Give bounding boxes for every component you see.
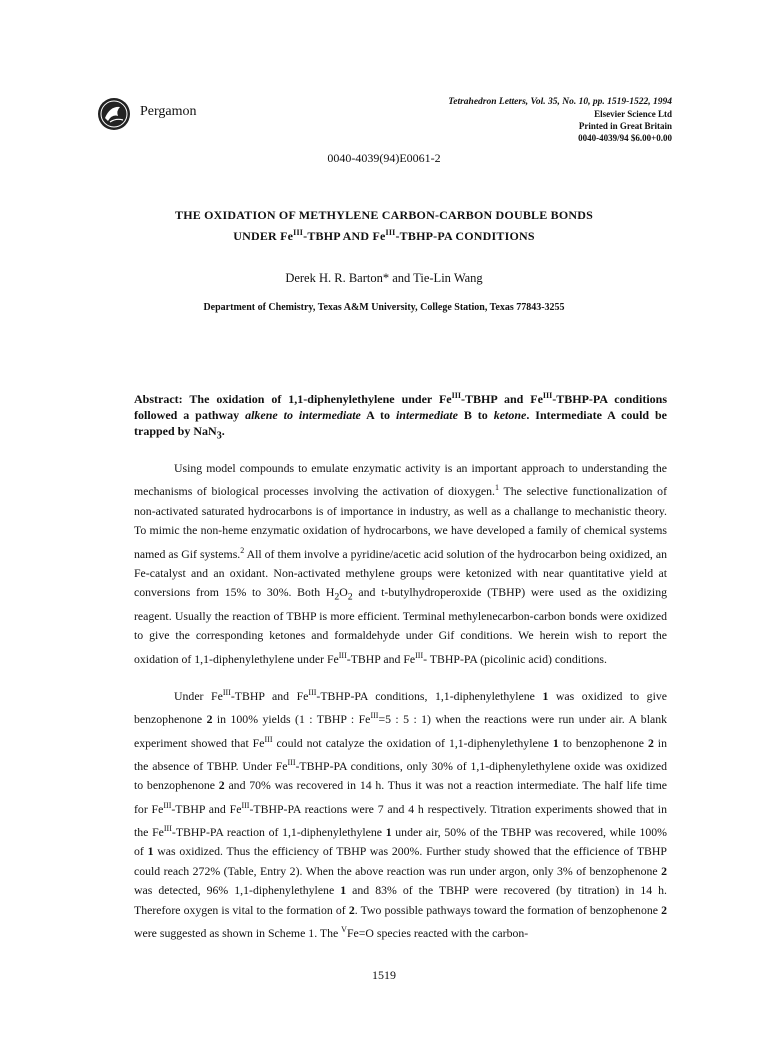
title-line-2: UNDER $Fe^{III}$-TBHP AND $Fe^{III}-TBHP-PA$ CONDITIONS — [233, 228, 535, 243]
journal-line: Elsevier Science Ltd — [594, 109, 672, 119]
journal-line: Printed in Great Britain — [578, 121, 672, 131]
body-paragraph-1: Using model compounds to emulate enzymatic activity is an important approach to understanding the mechanisms of biological processes involving the activation of dioxygen.$^1$ The selective functionalization of non-activated saturated hydrocarbons is of importance in industry, as well as a challange to mechanistic theory. To mimic the non-heme enzymatic oxidation of hydrocarbons, we have developed a family of chemical systems named as Gif systems.$^2$ All of them involve a pyridine/acetic acid solution of the hydrocarbon being oxidized, an Fe-catalyst and an oxidant. Non-activated methylene groups were ketonized with near quantitative yield at conversions from 15% to 30%. Both $H_2O_2$ and t-butylhydroperoxide (TBHP) were used as the oxidizing reagent. Usually the reaction of TBHP is more efficient. Terminal methylenecarbon-carbon bonds were oxidized to give the corresponding ketones and formaldehyde under Gif conditions. We herein wish to report the oxidation of 1,1-diphenylethylene under $Fe^{III}$-TBHP and $Fe^{III}-$ TBHP-PA (picolinic acid) conditions. — [134, 461, 668, 666]
abstract-label: Abstract: — [134, 392, 183, 406]
abstract: Abstract: The oxidation of 1,1-diphenylethylene under $Fe^{III}$-TBHP and $Fe^{III}-TBHP-PA$ conditions followed a pathway alkene to intermediate A to intermediate B to ketone. Intermediate A could be trapped by NaN$_3$. — [134, 391, 668, 442]
publisher-name: Pergamon — [140, 104, 197, 119]
authors: Derek H. R. Barton* and Tie-Lin Wang — [285, 271, 483, 285]
body-paragraph-2: Under $Fe^{III}$-TBHP and $Fe^{III}-TBHP-PA$ conditions, 1,1-diphenylethylene 1 was oxidized to give benzophenone 2 in 100% yields (1 : TBHP : $Fe^{III}=5$ : 5 : 1) when the reactions were run under air. A blank experiment showed that $Fe^{III}$ could not catalyze the oxidation of 1,1-diphenylethylene 1 to benzophenone 2 in the absence of TBHP. Under $Fe^{III}-TBHP-PA$ conditions, only 30% of 1,1-diphenylethylene oxide was oxidized to benzophenone 2 and 70% was recovered in 14 h. Thus it was not a reaction intermediate. The half life time for $Fe^{III}$-TBHP and $Fe^{III}-TBHP-PA$ reactions were 7 and 4 h respectively. Titration experiments showed that in the $Fe^{III}-TBHP-PA$ reaction of 1,1-diphenylethylene 1 under air, 50% of the TBHP was recovered, while 100% of 1 was oxidized. Thus the efficiency of TBHP was 200%. Further study showed that the efficience of TBHP could reach 272% (Table, Entry 2). When the above reaction was run under argon, only 3% of benzophenone 2 was detected, 96% 1,1-diphenylethylene 1 and 83% of the TBHP were recovered (by titration) in 14 h. Therefore oxygen is vital to the formation of 2. Two possible pathways toward the formation of benzophenone 2 were suggested as shown in Scheme 1. The $^V$Fe=O species reacted with the carbon- — [134, 688, 668, 940]
journal-citation — [448, 96, 672, 144]
affiliation: Department of Chemistry, Texas A&M University, College Station, Texas 77843-3255 — [203, 302, 565, 313]
page-number: 1519 — [372, 968, 396, 982]
paper-title — [0, 206, 768, 245]
title-line-1: THE OXIDATION OF METHYLENE CARBON-CARBON DOUBLE BONDS — [175, 208, 593, 222]
journal-line: Tetrahedron Letters, Vol. 35, No. 10, pp. 1519-1522, 1994 — [448, 97, 672, 107]
pergamon-logo-icon — [96, 96, 132, 132]
journal-line: 0040-4039/94 $6.00+0.00 — [578, 133, 672, 143]
doi: 0040-4039(94)E0061-2 — [327, 151, 441, 165]
